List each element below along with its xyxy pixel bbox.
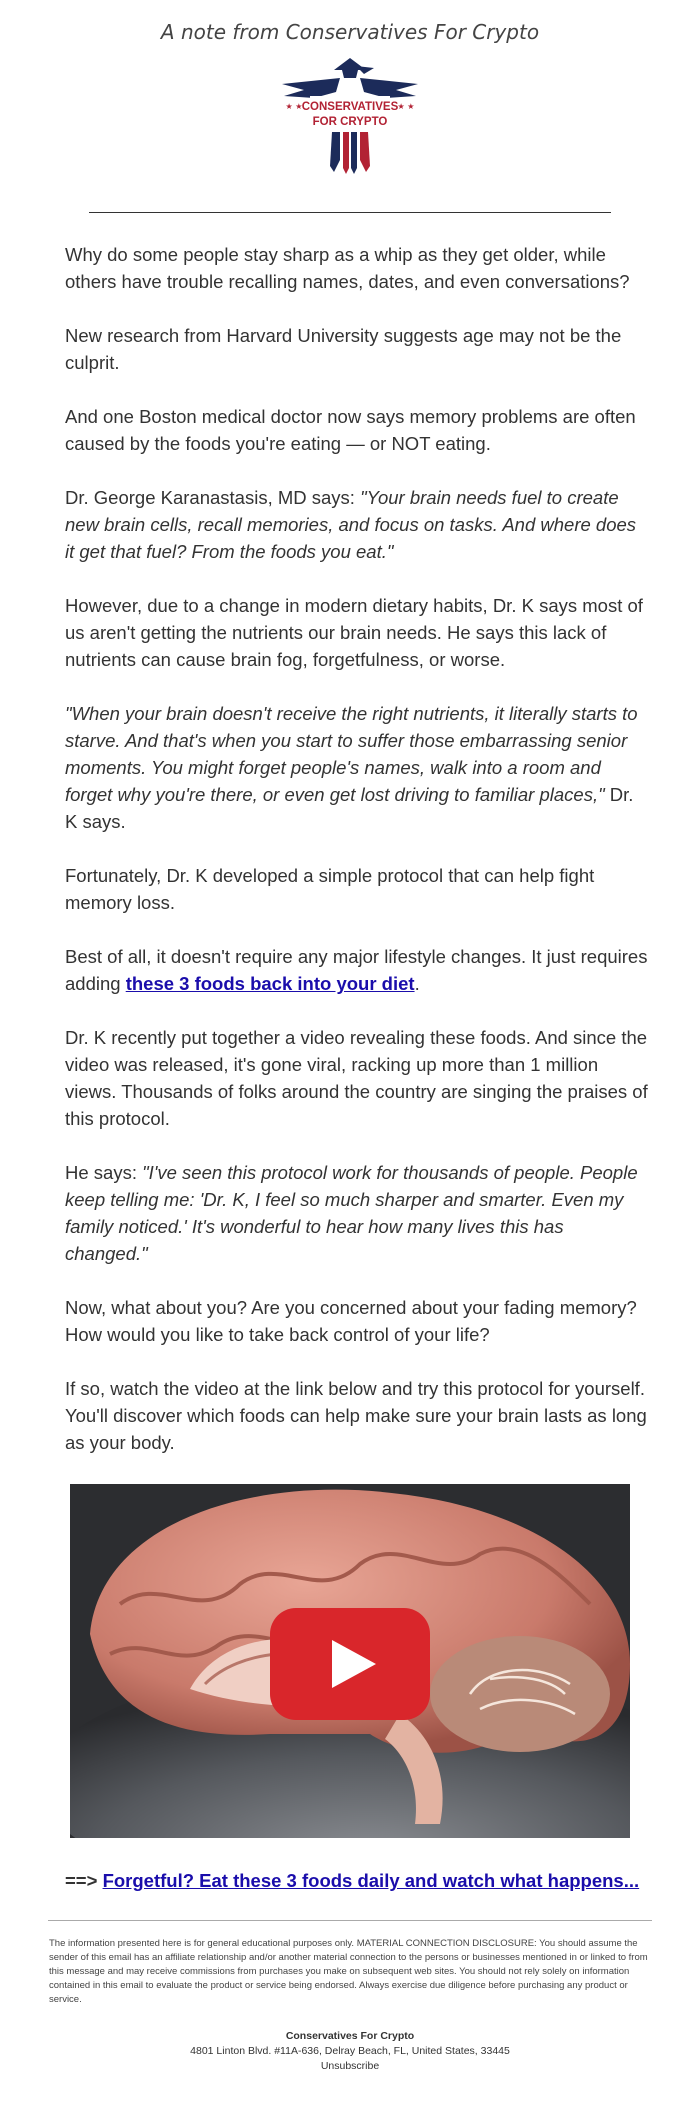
paragraph-1: Why do some people stay sharp as a whip as they get older, while others have trouble recalling names, dates, and even conversations?: [65, 244, 630, 292]
paragraph-8-lead: Best of all, it doesn't require any major lifestyle changes. It just requires adding: [65, 946, 648, 994]
unsubscribe-link[interactable]: Unsubscribe: [320, 2060, 380, 2072]
paragraph-6: [65, 700, 649, 835]
paragraph-10-lead: He says:: [65, 1162, 143, 1183]
paragraph-10-quote: "I've seen this protocol work for thousands of people. People keep telling me: 'Dr. K, I feel so much sharper and smarter. Even my family noticed.' It's wonderful to hear how many lives this has changed.": [65, 1162, 638, 1264]
paragraph-10: [65, 1159, 649, 1267]
paragraph-9: Dr. K recently put together a video revealing these foods. And since the video was released, it's gone viral, racking up more than 1 million views. Thousands of folks around the country are singing the praises of this protocol.: [65, 1027, 648, 1129]
cta-line: [65, 1868, 649, 1894]
paragraph-2: New research from Harvard University suggests age may not be the culprit.: [65, 325, 622, 373]
logo: [0, 44, 700, 174]
paragraph-11: Now, what about you? Are you concerned about your fading memory? How would you like to take back control of your life?: [65, 1297, 637, 1345]
logo-stars-right: ★ ★: [397, 102, 415, 111]
footer-address: 4801 Linton Blvd. #11A-636, Delray Beach, FL, United States, 33445: [190, 2045, 510, 2057]
message-body: [65, 241, 649, 1456]
paragraph-12: If so, watch the video at the link below and try this protocol for yourself. You'll discover which foods can help make sure your brain lasts as long as your body.: [65, 1378, 647, 1453]
header-note: A note from Conservatives For Crypto: [160, 20, 540, 44]
disclosure-text: The information presented here is for general educational purposes only. MATERIAL CONNECTION DISCLOSURE: You should assume the sender of this email has an affiliate relationship and/or another material connection to the persons or businesses mentioned in or linked to from this message and may receive commissions from purchases you make on subsequent web sites. You should not rely solely on information contained in this email to evaluate the product or service being endorsed. Always exercise due diligence before purchasing any product or service.: [49, 1938, 648, 2005]
cta-link[interactable]: Forgetful? Eat these 3 foods daily and watch what happens...: [102, 1870, 640, 1891]
logo-line2: FOR CRYPTO: [312, 116, 388, 128]
video-thumbnail[interactable]: [70, 1484, 630, 1838]
paragraph-8: [65, 943, 649, 997]
logo-stars-left: ★ ★: [285, 102, 303, 111]
play-button-icon[interactable]: [270, 1608, 430, 1720]
paragraph-3: And one Boston medical doctor now says memory problems are often caused by the foods you're eating — or NOT eating.: [65, 406, 636, 454]
logo-line1: CONSERVATIVES: [301, 101, 399, 113]
eagle-logo-icon: [274, 56, 426, 174]
paragraph-6-quote: "When your brain doesn't receive the right nutrients, it literally starts to starve. And that's when you start to suffer those embarrassing senior moments. You might forget people's names, walk into a room and forget why you're there, or even get lost driving to familiar places,": [65, 703, 638, 805]
paragraph-4: [65, 484, 649, 565]
paragraph-4-lead: Dr. George Karanastasis, MD says:: [65, 487, 361, 508]
paragraph-6-tail: Dr. K says.: [65, 784, 634, 832]
footer-divider: [48, 1920, 652, 1921]
paragraph-5: However, due to a change in modern dietary habits, Dr. K says most of us aren't getting the nutrients our brain needs. He says this lack of nutrients can cause brain fog, forgetfulness, or worse.: [65, 595, 643, 670]
footer-org-name: Conservatives For Crypto: [285, 2030, 415, 2042]
footer: [0, 2029, 700, 2074]
paragraph-7: Fortunately, Dr. K developed a simple protocol that can help fight memory loss.: [65, 865, 595, 913]
foods-diet-link[interactable]: these 3 foods back into your diet: [125, 973, 415, 994]
cta-arrow: ==>: [65, 1870, 103, 1891]
paragraph-8-tail: .: [414, 973, 420, 994]
header-divider: [89, 212, 611, 213]
paragraph-4-quote: "Your brain needs fuel to create new brain cells, recall memories, and focus on tasks. And where does it get that fuel? From the foods you eat.": [65, 487, 637, 562]
